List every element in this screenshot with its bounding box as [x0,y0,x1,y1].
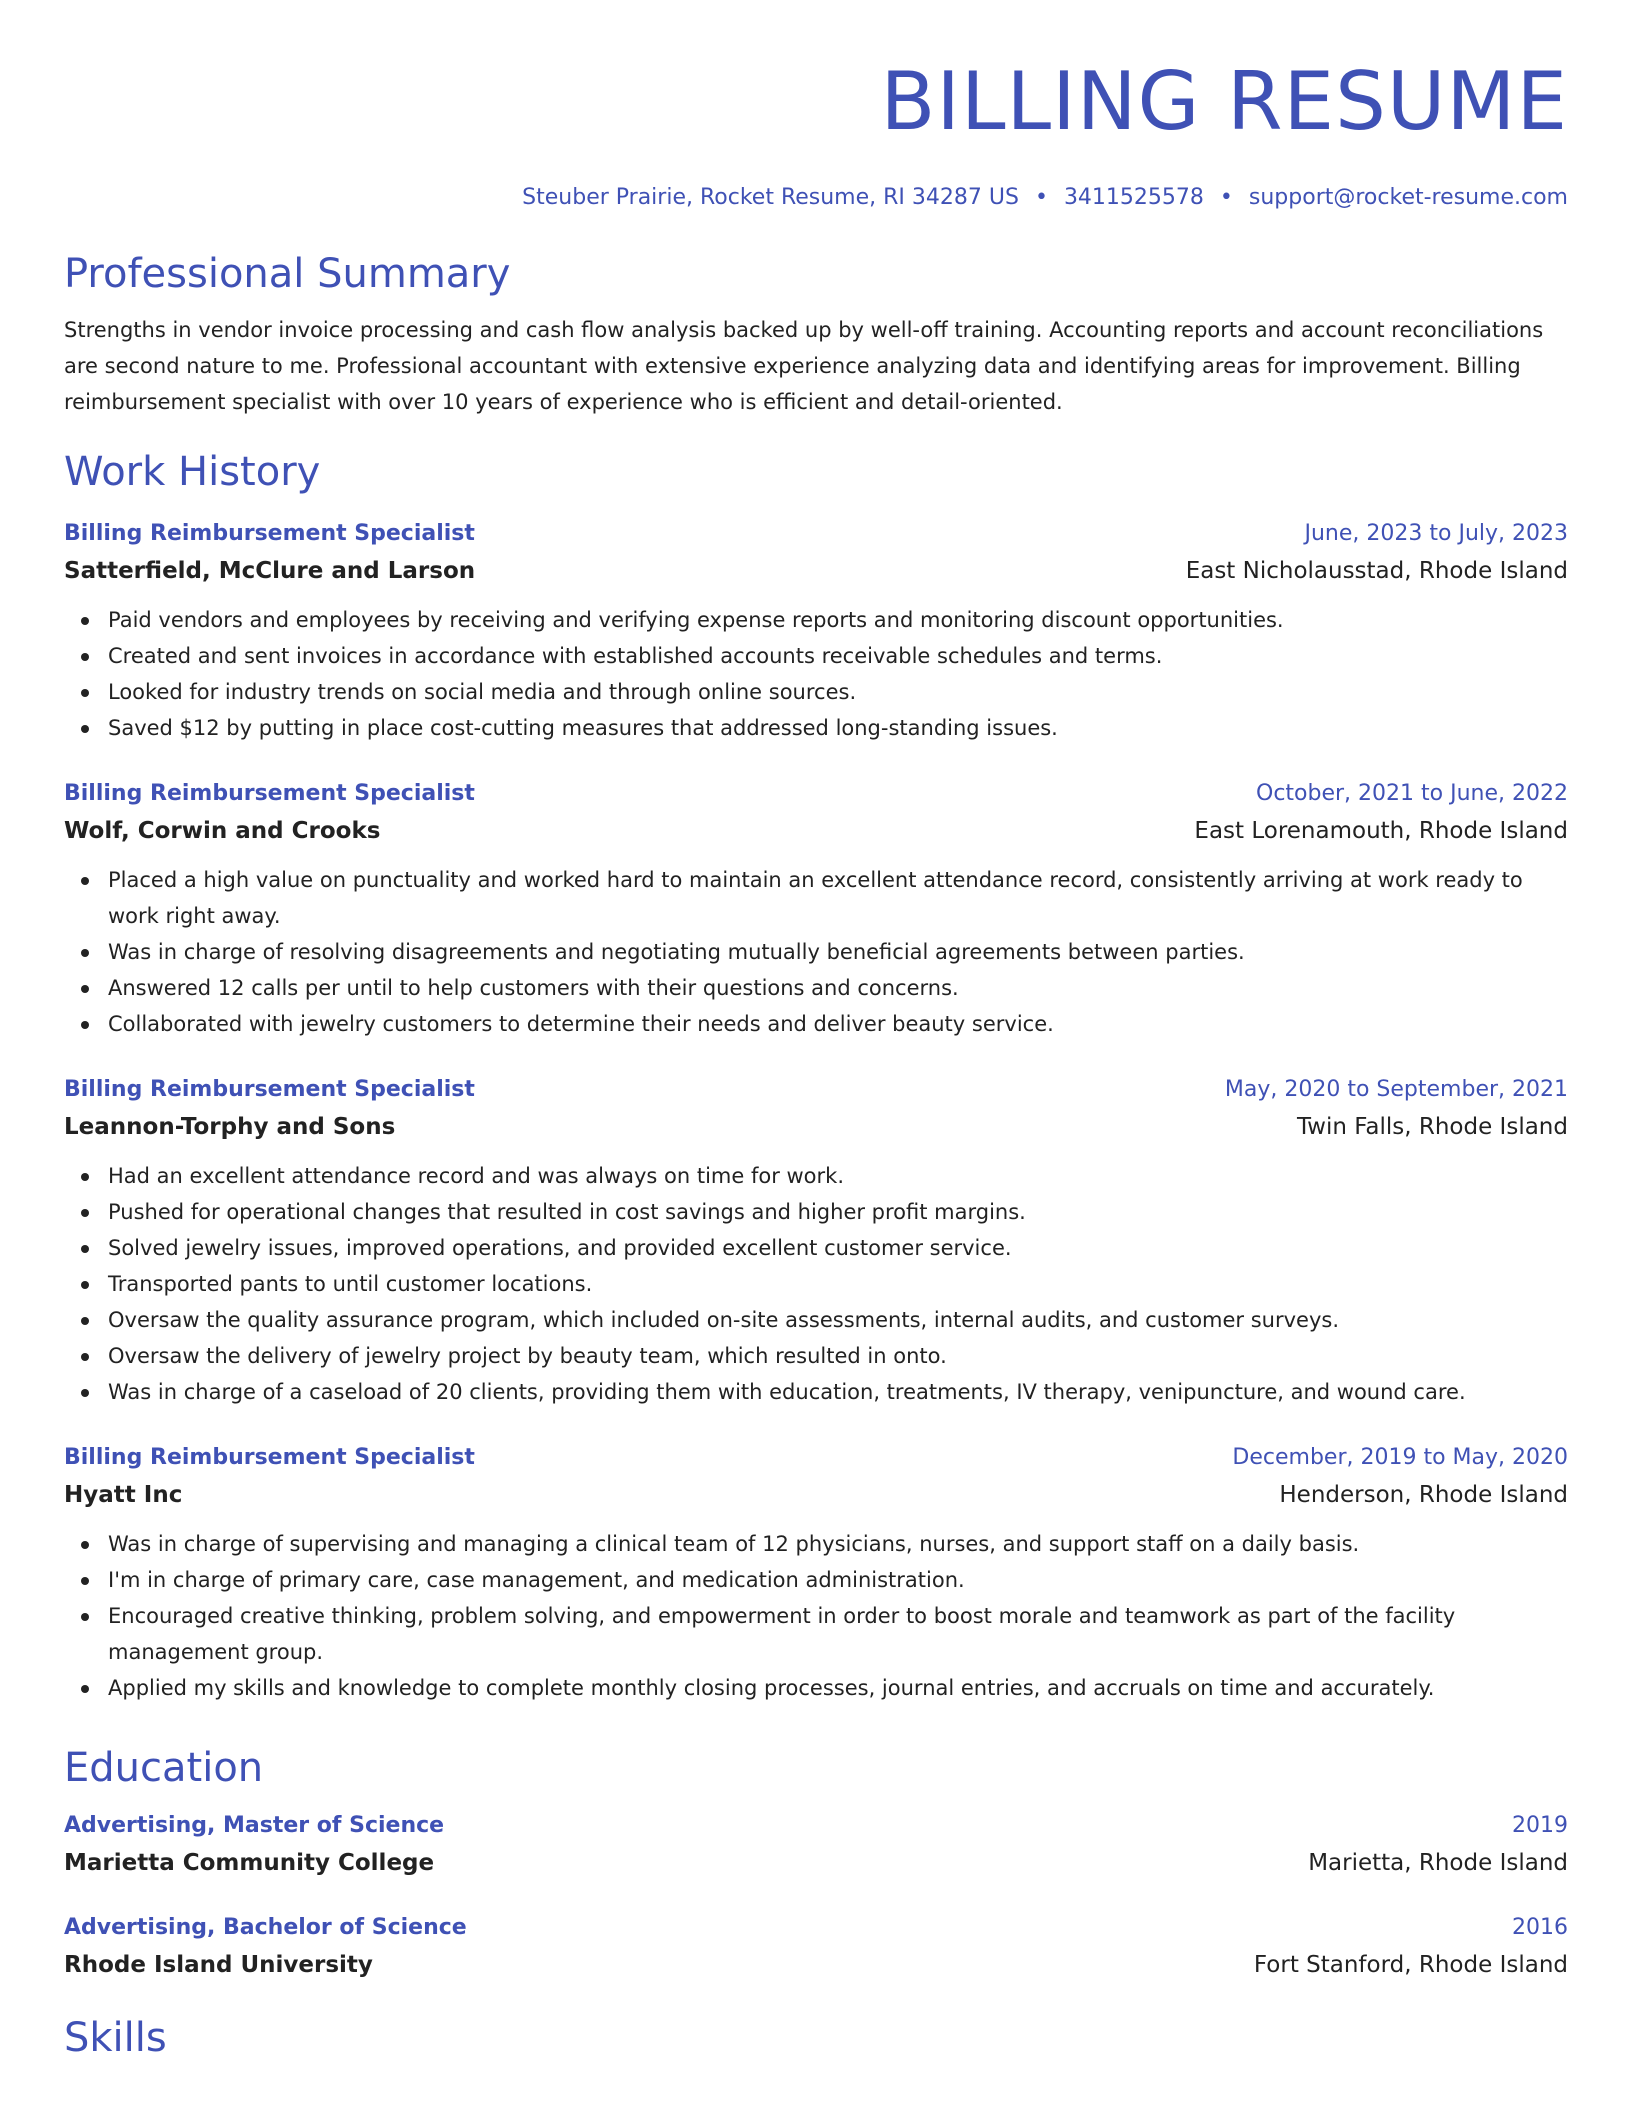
summary-text: Strengths in vendor invoice processing and cash flow analysis backed up by well-off training. Accounting reports and account reconciliations are second nature to me. Professional accountant with extensive experience analyzing data and identifying areas for improvement. Billing reimbursement specialist with over 10 years of experience who is efficient and detail-oriented. [64,318,1544,414]
job-company: Leannon-Torphy and Sons [64,1114,396,1140]
education-year: 2016 [1512,1915,1568,1940]
job-bullet: Encouraged creative thinking, problem solving, and empowerment in order to boost morale and teamwork as part of the facility management group. [108,1598,1568,1670]
job-bullet: Solved jewelry issues, improved operations, and provided excellent customer service. [108,1230,1568,1266]
contact-email: support@rocket-resume.com [1248,185,1568,210]
job-dates: October, 2021 to June, 2022 [1256,781,1568,806]
job-bullet: Saved $12 by putting in place cost-cutting measures that addressed long-standing issues. [108,710,1568,746]
education-entry [64,1910,1568,1984]
job-dates: December, 2019 to May, 2020 [1232,1445,1568,1470]
job-bullet: Was in charge of supervising and managing a clinical team of 12 physicians, nurses, and support staff on a daily basis. [108,1526,1568,1562]
job-bullet: Answered 12 calls per until to help customers with their questions and concerns. [108,970,1568,1006]
skills-heading: Skills [64,2015,167,2061]
education-degree: Advertising, Master of Science [64,1813,445,1838]
contact-separator: • [1034,185,1048,210]
education-degree: Advertising, Bachelor of Science [64,1915,467,1940]
work-history-heading: Work History [64,449,321,495]
resume-page [64,0,1568,2064]
job-bullets [64,1158,1568,1410]
job-location: Henderson, Rhode Island [1279,1482,1568,1508]
job-title: Billing Reimbursement Specialist [64,1445,475,1470]
job-bullet: Pushed for operational changes that resulted in cost savings and higher profit margins. [108,1194,1568,1230]
job-bullet: Placed a high value on punctuality and worked hard to maintain an excellent attendance record, consistently arriving at work ready to work right away. [108,862,1568,934]
job-entry [64,1072,1568,1410]
job-title: Billing Reimbursement Specialist [64,521,475,546]
job-bullet: Paid vendors and employees by receiving and verifying expense reports and monitoring discount opportunities. [108,602,1568,638]
contact-separator: • [1219,185,1233,210]
job-dates: June, 2023 to July, 2023 [1304,521,1568,546]
job-bullet: Oversaw the delivery of jewelry project by beauty team, which resulted in onto. [108,1338,1568,1374]
job-entry [64,516,1568,746]
job-bullet: I'm in charge of primary care, case management, and medication administration. [108,1562,1568,1598]
job-title: Billing Reimbursement Specialist [64,1077,475,1102]
job-bullet: Created and sent invoices in accordance with established accounts receivable schedules and terms. [108,638,1568,674]
contact-line [64,182,1568,214]
contact-phone: 3411525578 [1063,185,1204,210]
job-location: East Nicholausstad, Rhode Island [1185,558,1568,584]
job-title: Billing Reimbursement Specialist [64,781,475,806]
education-entry [64,1808,1568,1882]
job-bullet: Collaborated with jewelry customers to determine their needs and deliver beauty service. [108,1006,1568,1042]
job-bullet: Was in charge of a caseload of 20 clients, providing them with education, treatments, IV therapy, venipuncture, and wound care. [108,1374,1568,1410]
job-bullet: Looked for industry trends on social media and through online sources. [108,674,1568,710]
summary-heading: Professional Summary [64,251,511,297]
job-bullet: Applied my skills and knowledge to complete monthly closing processes, journal entries, and accruals on time and accurately. [108,1670,1568,1706]
job-company: Satterfield, McClure and Larson [64,558,476,584]
job-location: East Lorenamouth, Rhode Island [1194,818,1568,844]
job-bullets [64,602,1568,746]
job-company: Hyatt Inc [64,1482,183,1508]
education-school: Marietta Community College [64,1850,435,1876]
job-entry [64,1440,1568,1706]
job-bullets [64,1526,1568,1706]
contact-address: Steuber Prairie, Rocket Resume, RI 34287 US [522,185,1019,210]
job-bullet: Transported pants to until customer locations. [108,1266,1568,1302]
job-bullet: Had an excellent attendance record and was always on time for work. [108,1158,1568,1194]
job-company: Wolf, Corwin and Crooks [64,818,381,844]
education-heading: Education [64,1745,264,1791]
education-location: Marietta, Rhode Island [1308,1850,1568,1876]
job-bullet: Oversaw the quality assurance program, which included on-site assessments, internal audits, and customer surveys. [108,1302,1568,1338]
job-entry [64,776,1568,1042]
job-bullet: Was in charge of resolving disagreements and negotiating mutually beneficial agreements between parties. [108,934,1568,970]
education-school: Rhode Island University [64,1952,373,1978]
education-location: Fort Stanford, Rhode Island [1253,1952,1568,1978]
job-dates: May, 2020 to September, 2021 [1224,1077,1568,1102]
resume-title: BILLING RESUME [880,55,1568,148]
job-bullets [64,862,1568,1042]
job-location: Twin Falls, Rhode Island [1296,1114,1568,1140]
education-year: 2019 [1512,1813,1568,1838]
